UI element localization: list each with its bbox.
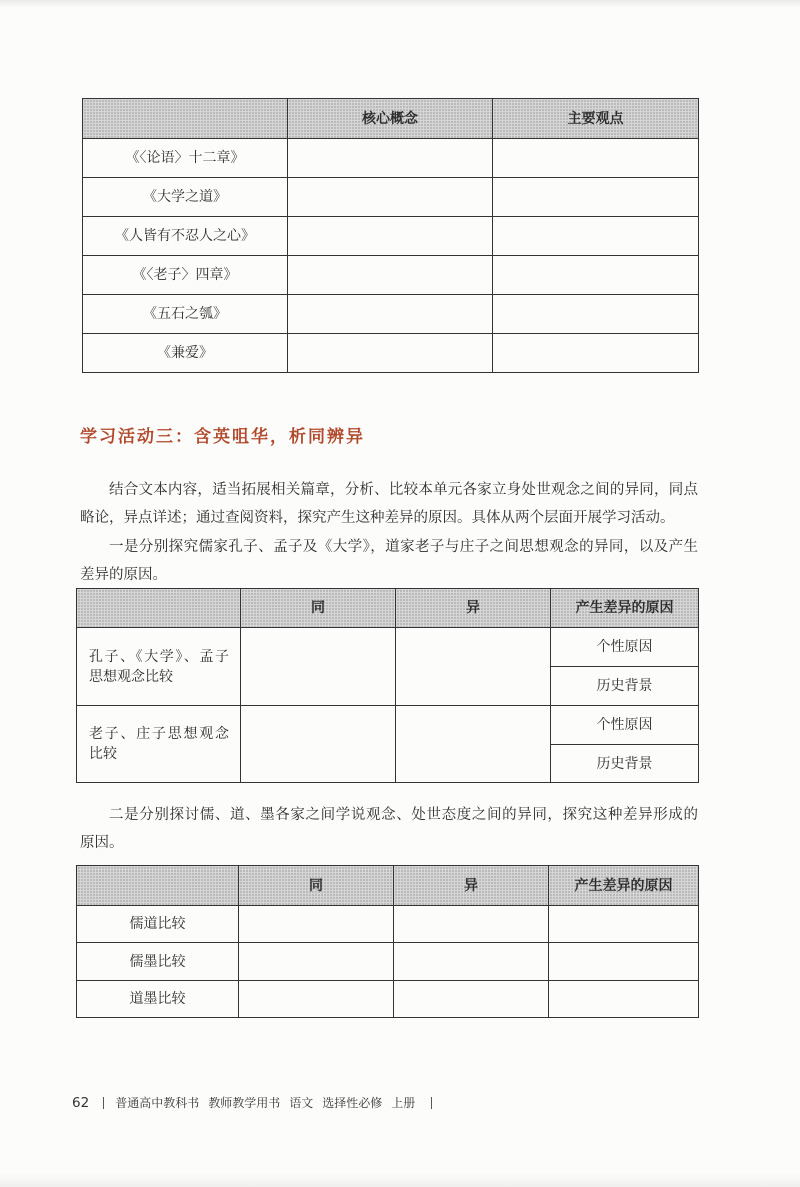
text-title-cell: 《人皆有不忍人之心》: [83, 217, 288, 256]
comparison-label-line: 思想观念比较: [89, 668, 173, 685]
paragraph-line: 二是分别探讨儒、道、墨各家之间学说观念、处世态度之间的异同，探究这种差异形成的: [109, 807, 698, 823]
text-title-cell: 《兼爱》: [83, 334, 288, 373]
paragraph-line: 原因。: [80, 834, 124, 851]
text-title-cell: 《大学之道》: [83, 178, 288, 217]
paragraph-line: 一是分别探究儒家孔子、孟子及《大学》，道家老子与庄子之间思想观念的异同，以及产生: [109, 538, 698, 555]
table-row: [83, 334, 699, 373]
table-row: [83, 295, 699, 334]
main-viewpoint-cell: [493, 178, 699, 217]
main-viewpoint-cell: [493, 295, 699, 334]
difference-cell: [394, 906, 549, 943]
text-title-cell: 《〈论语〉十二章》: [83, 139, 288, 178]
cause-cell: [549, 906, 699, 943]
header-difference: 异: [394, 866, 549, 906]
core-concept-table: [82, 98, 699, 373]
core-concept-cell: [288, 178, 493, 217]
section-heading: 学习活动三：含英咀华，析同辨异: [80, 427, 365, 447]
table-row: [77, 628, 699, 667]
similarity-cell: [239, 981, 394, 1018]
header-corner-cell: [77, 866, 239, 906]
header-difference: 异: [396, 589, 551, 628]
comparison-label-cell: [77, 706, 241, 783]
core-concept-cell: [288, 295, 493, 334]
comparison-label-line: 孔子、《大学》、孟子: [89, 648, 229, 665]
cause-cell: 个性原因: [551, 706, 699, 745]
scan-edge-shade-top: [0, 0, 800, 8]
comparison-label-cell: 道墨比较: [77, 981, 239, 1018]
comparison-label-line: 老子、庄子思想观念: [89, 726, 229, 742]
cause-cell: [549, 943, 699, 981]
paragraph-line: 差异的原因。: [80, 567, 167, 584]
header-similarity: 同: [241, 589, 396, 628]
cause-cell: 历史背景: [551, 745, 699, 783]
header-corner-cell: [77, 589, 241, 628]
footer-series-item: 普通高中教科书: [115, 1096, 200, 1110]
table-row: [77, 706, 699, 745]
table-row: [77, 981, 699, 1018]
comparison-label-cell: [77, 628, 241, 706]
intro-paragraphs: [80, 476, 698, 590]
difference-cell: [394, 943, 549, 981]
footer-series-item: 教师教学用书: [208, 1096, 281, 1110]
main-viewpoint-cell: [493, 139, 699, 178]
difference-cell: [396, 628, 551, 706]
similarity-cell: [241, 706, 396, 783]
similarity-cell: [241, 628, 396, 706]
core-concept-cell: [288, 217, 493, 256]
footer-divider: [103, 1097, 104, 1109]
page-number: 62: [72, 1095, 90, 1111]
schools-comparison-table: [76, 865, 699, 1018]
part-two-paragraph: [80, 802, 698, 857]
comparison-label: [89, 647, 229, 687]
comparison-label: [89, 724, 229, 764]
table-row: [83, 139, 699, 178]
main-viewpoint-cell: [493, 334, 699, 373]
table-header-row: [77, 589, 699, 628]
table-row: [83, 256, 699, 295]
paragraph-line: 结合文本内容，适当拓展相关篇章，分析、比较本单元各家立身处世观念之间的异同，同点: [109, 482, 698, 498]
comparison-label-cell: 儒道比较: [77, 906, 239, 943]
core-concept-cell: [288, 256, 493, 295]
scan-edge-shade-bottom: [0, 1173, 800, 1187]
table-header-row: [83, 99, 699, 139]
cause-cell: [549, 981, 699, 1018]
core-concept-cell: [288, 334, 493, 373]
table-row: [83, 217, 699, 256]
paragraph-line: 略论，异点详述；通过查阅资料，探究产生这种差异的原因。具体从两个层面开展学习活动。: [80, 510, 675, 527]
footer-divider: [431, 1097, 432, 1109]
footer-series-item: 上册: [391, 1096, 416, 1110]
main-viewpoint-cell: [493, 256, 699, 295]
table-row: [77, 906, 699, 943]
text-title-cell: 《〈老子〉四章》: [83, 256, 288, 295]
cause-cell: 个性原因: [551, 628, 699, 667]
table-row: [83, 178, 699, 217]
header-corner-cell: [83, 99, 288, 139]
similarity-cell: [239, 906, 394, 943]
page-footer: [72, 1094, 432, 1112]
comparison-label-cell: 儒墨比较: [77, 943, 239, 981]
similarity-cell: [239, 943, 394, 981]
header-core-concept: 核心概念: [288, 99, 493, 139]
cause-cell: 历史背景: [551, 667, 699, 706]
difference-cell: [394, 981, 549, 1018]
header-cause-of-difference: 产生差异的原因: [549, 866, 699, 906]
confucian-taoist-comparison-table: [76, 588, 699, 783]
table-row: [77, 943, 699, 981]
header-cause-of-difference: 产生差异的原因: [551, 589, 699, 628]
main-viewpoint-cell: [493, 217, 699, 256]
header-similarity: 同: [239, 866, 394, 906]
table-header-row: [77, 866, 699, 906]
header-main-viewpoint: 主要观点: [493, 99, 699, 139]
footer-series-item: 语文: [289, 1096, 314, 1110]
text-title-cell: 《五石之瓠》: [83, 295, 288, 334]
footer-series-item: 选择性必修: [322, 1096, 383, 1110]
difference-cell: [396, 706, 551, 783]
core-concept-cell: [288, 139, 493, 178]
comparison-label-line: 比较: [89, 746, 117, 762]
